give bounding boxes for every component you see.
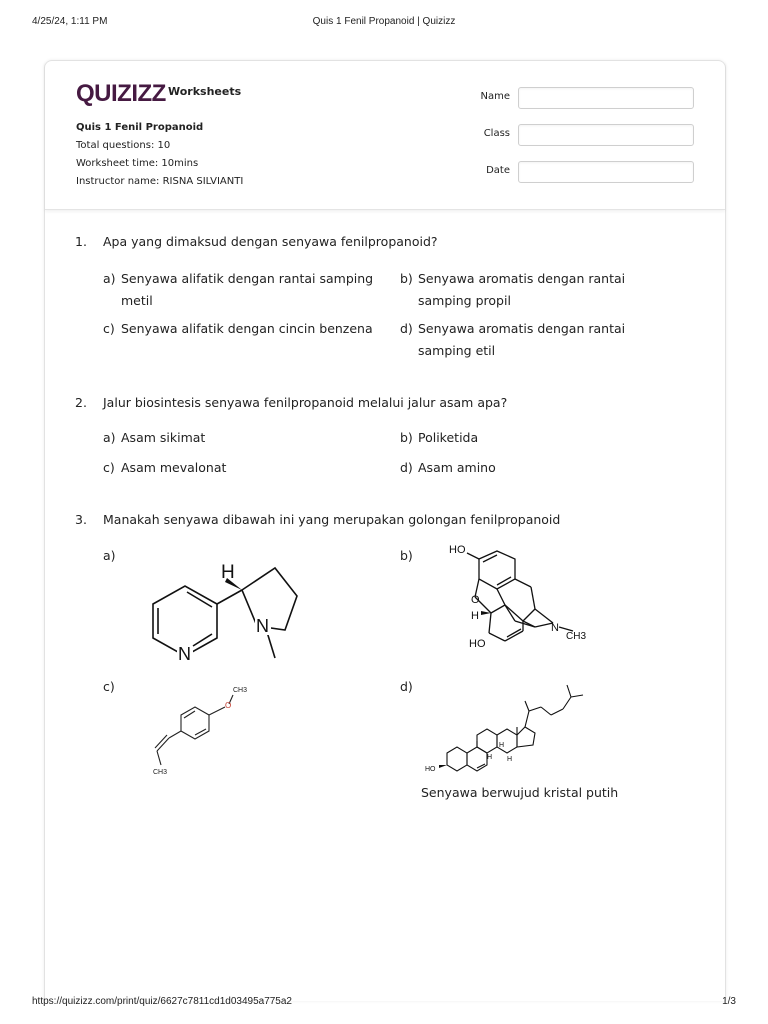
question-number: 3. bbox=[75, 512, 87, 527]
morphine-structure-image bbox=[431, 543, 587, 661]
question-text: Apa yang dimaksud dengan senyawa fenilpropanoid? bbox=[103, 234, 438, 249]
option-text: Senyawa alifatik dengan cincin benzena bbox=[121, 321, 373, 336]
name-input[interactable] bbox=[518, 87, 694, 109]
name-field-row bbox=[480, 87, 694, 109]
option-letter: c) bbox=[103, 460, 115, 475]
pyridine-n-label: N bbox=[178, 644, 191, 664]
print-footer bbox=[32, 996, 736, 1010]
name-label: Name bbox=[480, 91, 510, 102]
ring-c2 bbox=[497, 729, 517, 753]
ring-a bbox=[447, 747, 467, 771]
option-letter: c) bbox=[103, 679, 115, 694]
ring-d bbox=[517, 727, 535, 747]
option-letter: d) bbox=[400, 321, 413, 336]
option-letter: a) bbox=[103, 271, 116, 286]
print-datetime: 4/25/24, 1:11 PM bbox=[32, 16, 108, 27]
date-field-row bbox=[484, 161, 694, 183]
worksheet bbox=[44, 60, 726, 1001]
print-url: https://quizizz.com/print/quiz/6627c7811cd1d03495a775a2 bbox=[32, 996, 292, 1007]
option-letter: d) bbox=[400, 460, 413, 475]
total-questions: Total questions: 10 bbox=[76, 140, 171, 151]
question-number: 2. bbox=[75, 395, 87, 410]
option-letter: b) bbox=[400, 430, 413, 445]
benzene-ring bbox=[181, 707, 209, 739]
option-text: Asam sikimat bbox=[121, 430, 206, 445]
amine-n-label: N bbox=[256, 616, 269, 636]
methoxy-ch3-label: CH3 bbox=[233, 687, 248, 694]
print-page-title: Quis 1 Fenil Propanoid | Quizizz bbox=[312, 16, 456, 27]
print-page-number: 1/3 bbox=[722, 996, 736, 1007]
stereo-h-label: H bbox=[471, 610, 479, 622]
instructor-name: Instructor name: RISNA SILVIANTI bbox=[76, 176, 244, 187]
stereo-h-label: H bbox=[221, 562, 235, 583]
worksheets-label: Worksheets bbox=[168, 85, 242, 98]
option-text: Senyawa alifatik dengan rantai samping metil bbox=[121, 271, 374, 308]
anethole-structure-image bbox=[141, 677, 257, 787]
propenyl-ch3-label: CH3 bbox=[153, 769, 168, 776]
stereo-h-label-3: H bbox=[507, 756, 513, 763]
option-letter: c) bbox=[103, 321, 115, 336]
question-text: Manakah senyawa dibawah ini yang merupakan golongan fenilpropanoid bbox=[103, 512, 561, 527]
option-text: Poliketida bbox=[418, 430, 479, 445]
methoxy-o-label: O bbox=[225, 701, 232, 710]
stereo-h-label-1: H bbox=[499, 742, 505, 749]
class-field-row bbox=[484, 124, 694, 146]
stereo-h-label-2: H bbox=[487, 754, 493, 761]
worksheet-header bbox=[45, 61, 725, 210]
quiz-meta bbox=[76, 119, 243, 191]
ether-o-label: O bbox=[471, 594, 480, 606]
ring-c bbox=[477, 729, 497, 753]
date-label: Date bbox=[486, 165, 510, 176]
quiz-title: Quis 1 Fenil Propanoid bbox=[76, 122, 204, 133]
option-letter: d) bbox=[400, 679, 413, 694]
class-input[interactable] bbox=[518, 124, 694, 146]
amine-n-label: N bbox=[551, 622, 559, 634]
option-letter: b) bbox=[400, 271, 413, 286]
methyl-label: CH3 bbox=[566, 631, 587, 642]
date-input[interactable] bbox=[518, 161, 694, 183]
question-text: Jalur biosintesis senyawa fenilpropanoid melalui jalur asam apa? bbox=[103, 395, 508, 410]
option-d-caption: Senyawa berwujud kristal putih bbox=[421, 785, 619, 800]
hydroxyl-bottom-label: HO bbox=[469, 638, 486, 650]
quizizz-logo bbox=[76, 79, 164, 107]
option-text: Asam amino bbox=[418, 460, 496, 475]
logo-wordmark: QUIZIZZ bbox=[76, 80, 166, 107]
option-text: Senyawa aromatis dengan rantai samping propil bbox=[418, 271, 626, 308]
option-letter: b) bbox=[400, 548, 413, 563]
nicotine-structure-image bbox=[125, 546, 300, 664]
worksheet-time: Worksheet time: 10mins bbox=[76, 158, 199, 169]
option-letter: a) bbox=[103, 548, 116, 563]
cholesterol-structure-image bbox=[425, 681, 585, 777]
hydroxyl-top-label: HO bbox=[449, 544, 466, 556]
option-letter: a) bbox=[103, 430, 116, 445]
aromatic-ring bbox=[479, 551, 515, 589]
option-text: Asam mevalonat bbox=[121, 460, 227, 475]
class-label: Class bbox=[483, 128, 510, 139]
option-text: Senyawa aromatis dengan rantai samping etil bbox=[418, 321, 626, 358]
hydroxyl-label: HO bbox=[425, 766, 436, 773]
print-header bbox=[32, 16, 736, 30]
question-number: 1. bbox=[75, 234, 87, 249]
